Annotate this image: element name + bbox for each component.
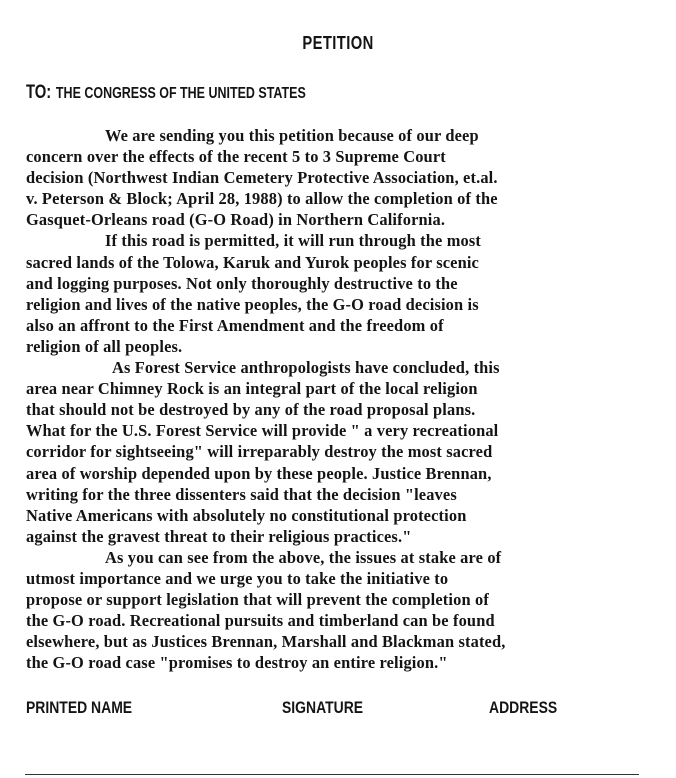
signature-columns-header — [26, 698, 666, 720]
paragraph-3-line: area near Chimney Rock is an integral part of the local religion — [26, 379, 478, 399]
paragraph-1-line: v. Peterson & Block; April 28, 1988) to allow the completion of the — [26, 189, 498, 209]
column-address: ADDRESS — [489, 698, 558, 717]
petition-title: PETITION — [302, 33, 374, 53]
paragraph-4-line: propose or support legislation that will prevent the completion of — [26, 590, 489, 610]
paragraph-1-line: concern over the effects of the recent 5 to 3 Supreme Court — [26, 147, 446, 167]
paragraph-1-line: decision (Northwest Indian Cemetery Protective Association, et.al. — [26, 168, 498, 188]
paragraph-3-line: corridor for sightseeing" will irreparably destroy the most sacred — [26, 442, 493, 462]
column-printed-name: PRINTED NAME — [26, 698, 133, 717]
paragraph-4-line: As you can see from the above, the issues at stake are of — [105, 547, 502, 567]
signature-line — [25, 774, 639, 775]
paragraph-3-line: area of worship depended upon by these people. Justice Brennan, — [26, 463, 492, 483]
paragraph-2-line: religion and lives of the native peoples, the G-O road decision is — [26, 294, 479, 314]
paragraph-3-line: What for the U.S. Forest Service will provide " a very recreational — [26, 421, 499, 441]
paragraph-4-line: the G-O road. Recreational pursuits and timberland can be found — [26, 611, 495, 631]
paragraph-1-line: Gasquet-Orleans road (G-O Road) in Northern California. — [26, 210, 446, 230]
paragraph-2-line: also an affront to the First Amendment and the freedom of — [26, 315, 444, 335]
paragraph-2-line: religion of all peoples. — [26, 336, 183, 356]
paragraph-4-line: elsewhere, but as Justices Brennan, Marshall and Blackman stated, — [26, 632, 506, 652]
paragraph-2-line: If this road is permitted, it will run through the most — [105, 231, 481, 251]
petition-body — [26, 125, 666, 673]
paragraph-3-line: writing for the three dissenters said that the decision "leaves — [26, 484, 457, 504]
addressee: THE CONGRESS OF THE UNITED STATES — [55, 85, 306, 102]
paragraph-3-line: against the gravest threat to their religious practices." — [26, 526, 412, 546]
paragraph-4-line: the G-O road case "promises to destroy an entire religion." — [26, 653, 448, 673]
paragraph-2-line: sacred lands of the Tolowa, Karuk and Yurok peoples for scenic — [26, 252, 479, 272]
paragraph-1-line: We are sending you this petition because of our deep — [105, 126, 479, 145]
paragraph-3-line: that should not be destroyed by any of the road proposal plans. — [26, 400, 476, 420]
column-signature: SIGNATURE — [282, 698, 364, 717]
paragraph-3-line: Native Americans with absolutely no constitutional protection — [26, 505, 467, 525]
paragraph-4-line: utmost importance and we urge you to take the initiative to — [26, 568, 449, 588]
to-label: TO: — [26, 82, 52, 103]
paragraph-3-line: As Forest Service anthropologists have concluded, this — [112, 358, 500, 378]
addressee-line — [26, 82, 306, 104]
paragraph-2-line: and logging purposes. Not only thoroughly destructive to the — [26, 273, 458, 293]
